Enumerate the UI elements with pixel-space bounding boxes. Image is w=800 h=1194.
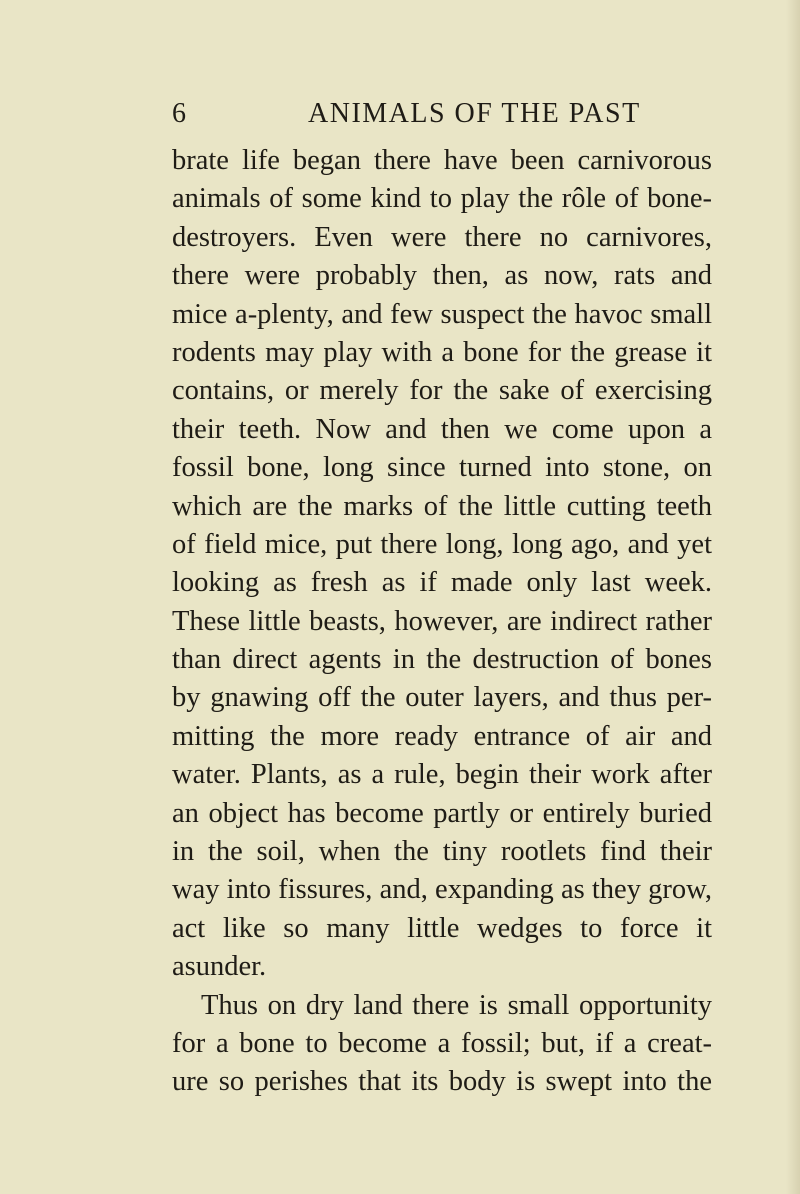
text-line: fossil bone, long since turned into stone, on xyxy=(172,452,712,484)
page-number: 6 xyxy=(172,98,188,129)
text-line: than direct agents in the destruction of bones xyxy=(172,644,712,676)
body-text xyxy=(172,142,712,1102)
text-line: act like so many little wedges to force it xyxy=(172,912,712,944)
text-line: an object has become partly or entirely buried xyxy=(172,797,712,829)
text-line: looking as fresh as if made only last week. xyxy=(172,567,712,599)
text-line: for a bone to become a fossil; but, if a creat- xyxy=(172,1027,712,1059)
text-line: Thus on dry land there is small opportunity xyxy=(201,989,712,1021)
text-line: water. Plants, as a rule, begin their work after xyxy=(172,759,712,791)
page-title: ANIMALS OF THE PAST xyxy=(308,98,641,129)
text-line: way into fissures, and, expanding as they grow, xyxy=(172,874,712,906)
text-line: animals of some kind to play the rôle of bone- xyxy=(172,183,712,215)
running-head xyxy=(172,94,710,134)
text-line: mice a-plenty, and few suspect the havoc small xyxy=(172,298,712,330)
text-line: brate life began there have been carnivorous xyxy=(172,145,712,176)
text-line: mitting the more ready entrance of air and xyxy=(172,720,712,752)
text-line: in the soil, when the tiny rootlets find their xyxy=(172,836,712,868)
text-line: of field mice, put there long, long ago, and yet xyxy=(172,528,712,560)
text-line: asunder. xyxy=(172,951,267,983)
text-line: rodents may play with a bone for the grease it xyxy=(172,336,712,368)
text-line: ure so perishes that its body is swept into the xyxy=(172,1066,712,1098)
text-line: contains, or merely for the sake of exercising xyxy=(172,375,712,407)
text-line: by gnawing off the outer layers, and thus per- xyxy=(172,682,712,714)
text-line: These little beasts, however, are indirect rather xyxy=(172,605,712,637)
text-line: their teeth. Now and then we come upon a xyxy=(172,413,712,445)
text-line: there were probably then, as now, rats and xyxy=(172,260,712,292)
page-edge-shadow xyxy=(786,0,800,1194)
text-line: which are the marks of the little cutting teeth xyxy=(172,490,712,522)
text-line: destroyers. Even were there no carnivores, xyxy=(172,221,712,253)
